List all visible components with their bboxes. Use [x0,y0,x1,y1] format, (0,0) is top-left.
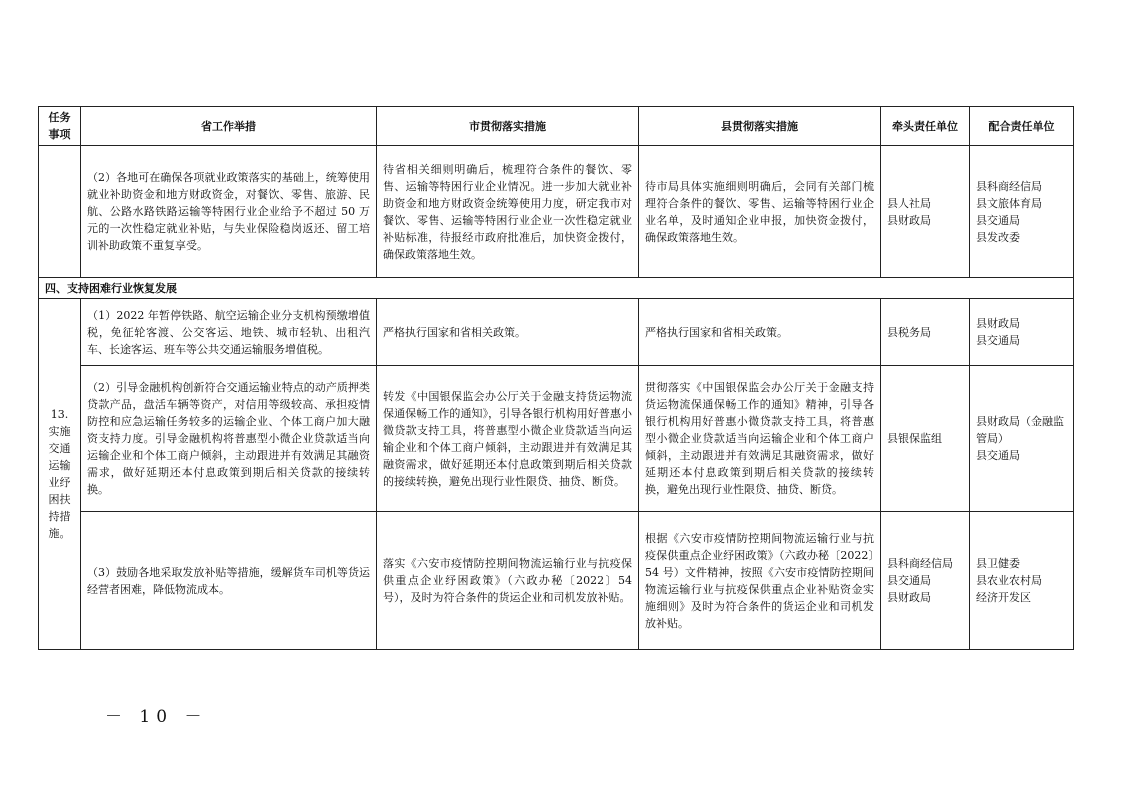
header-city: 市贯彻落实措施 [377,107,639,146]
header-row [39,107,1074,146]
province-measure: （2）引导金融机构创新符合交通运输业特点的动产质押类贷款产品，盘活车辆等资产，对信用等级较高、承担疫情防控和应急运输任务较多的运输企业、个体工商户加大融资支持力度。引导金融机构将普惠型小微企业贷款适当向运输企业和个体工商户倾斜，主动跟进并有效满足其融资需求，做好延期还本付息政策到期后相关贷款的接续转换。 [81,366,377,512]
city-measure: 落实《六安市疫情防控期间物流运输行业与抗疫保供重点企业纾困政策》（六政办秘〔2022〕54 号），及时为符合条件的货运企业和司机发放补贴。 [377,512,639,650]
lead-unit: 县税务局 [881,299,970,366]
section-title: 四、支持困难行业恢复发展 [39,278,1074,299]
county-measure: 根据《六安市疫情防控期间物流运输行业与抗疫保供重点企业纾困政策》（六政办秘〔2022〕54 号）文件精神，按照《六安市疫情防控期间物流运输行业与抗疫保供重点企业补贴资金实施细则》及时为符合条件的货运企业和司机发放补贴。 [639,512,881,650]
table-row [39,512,1074,650]
province-measure: （2）各地可在确保各项就业政策落实的基础上，统筹使用就业补助资金和地方财政资金，对餐饮、零售、旅游、民航、公路水路铁路运输等特困行业企业给予不超过 50 万元的一次性稳定就业补贴，与失业保险稳岗返还、留工培训补助政策不重复享受。 [81,146,377,278]
county-measure: 贯彻落实《中国银保监会办公厅关于金融支持货运物流保通保畅工作的通知》精神，引导各银行机构用好普惠小微贷款支持工具，将普惠型小微企业贷款适当向运输企业和个体工商户倾斜，主动跟进并有效满足其融资需求，做好延期还本付息政策到期后相关贷款的接续转换，避免出现行业性限贷、抽贷、断贷。 [639,366,881,512]
page-number: － 10 － [105,707,208,727]
header-coop: 配合责任单位 [970,107,1074,146]
policy-table [38,106,1074,650]
table-row [39,299,1074,366]
lead-unit: 县人社局 县财政局 [881,146,970,278]
header-lead: 牵头责任单位 [881,107,970,146]
item-cell-empty [39,146,81,278]
city-measure: 转发《中国银保监会办公厅关于金融支持货运物流保通保畅工作的通知》，引导各银行机构用好普惠小微贷款支持工具，将普惠型小微企业贷款适当向运输企业和个体工商户倾斜，主动跟进并有效满足其融资需求，做好延期还本付息政策到期后相关贷款的接续转换，避免出现行业性限贷、抽贷、断贷。 [377,366,639,512]
item-13-label: 13. 实施 交通 运输 业纾 困扶 持措 施。 [39,299,81,650]
city-measure: 待省相关细则明确后，梳理符合条件的餐饮、零售、运输等特困行业企业情况。进一步加大就业补助资金和地方财政资金统筹使用力度，研定我市对餐饮、零售、运输等特困行业企业一次性稳定就业补贴标准，待报经市政府批准后，加快资金拨付，确保政策落地生效。 [377,146,639,278]
city-measure: 严格执行国家和省相关政策。 [377,299,639,366]
coop-unit: 县财政局 县交通局 [970,299,1074,366]
table-row [39,366,1074,512]
province-measure: （1）2022 年暂停铁路、航空运输企业分支机构预缴增值税，免征轮客渡、公交客运、地铁、城市轻轨、出租汽车、长途客运、班车等公共交通运输服务增值税。 [81,299,377,366]
county-measure: 严格执行国家和省相关政策。 [639,299,881,366]
header-province: 省工作举措 [81,107,377,146]
lead-unit: 县银保监组 [881,366,970,512]
header-item: 任务 事项 [39,107,81,146]
table-row [39,146,1074,278]
section-row [39,278,1074,299]
coop-unit: 县财政局（金融监管局） 县交通局 [970,366,1074,512]
lead-unit: 县科商经信局 县交通局 县财政局 [881,512,970,650]
county-measure: 待市局具体实施细则明确后，会同有关部门梳理符合条件的餐饮、零售、运输等特困行业企业名单，及时通知企业申报，加快资金拨付，确保政策落地生效。 [639,146,881,278]
coop-unit: 县卫健委 县农业农村局 经济开发区 [970,512,1074,650]
province-measure: （3）鼓励各地采取发放补贴等措施，缓解货车司机等货运经营者困难，降低物流成本。 [81,512,377,650]
coop-unit: 县科商经信局 县文旅体育局 县交通局 县发改委 [970,146,1074,278]
header-county: 县贯彻落实措施 [639,107,881,146]
